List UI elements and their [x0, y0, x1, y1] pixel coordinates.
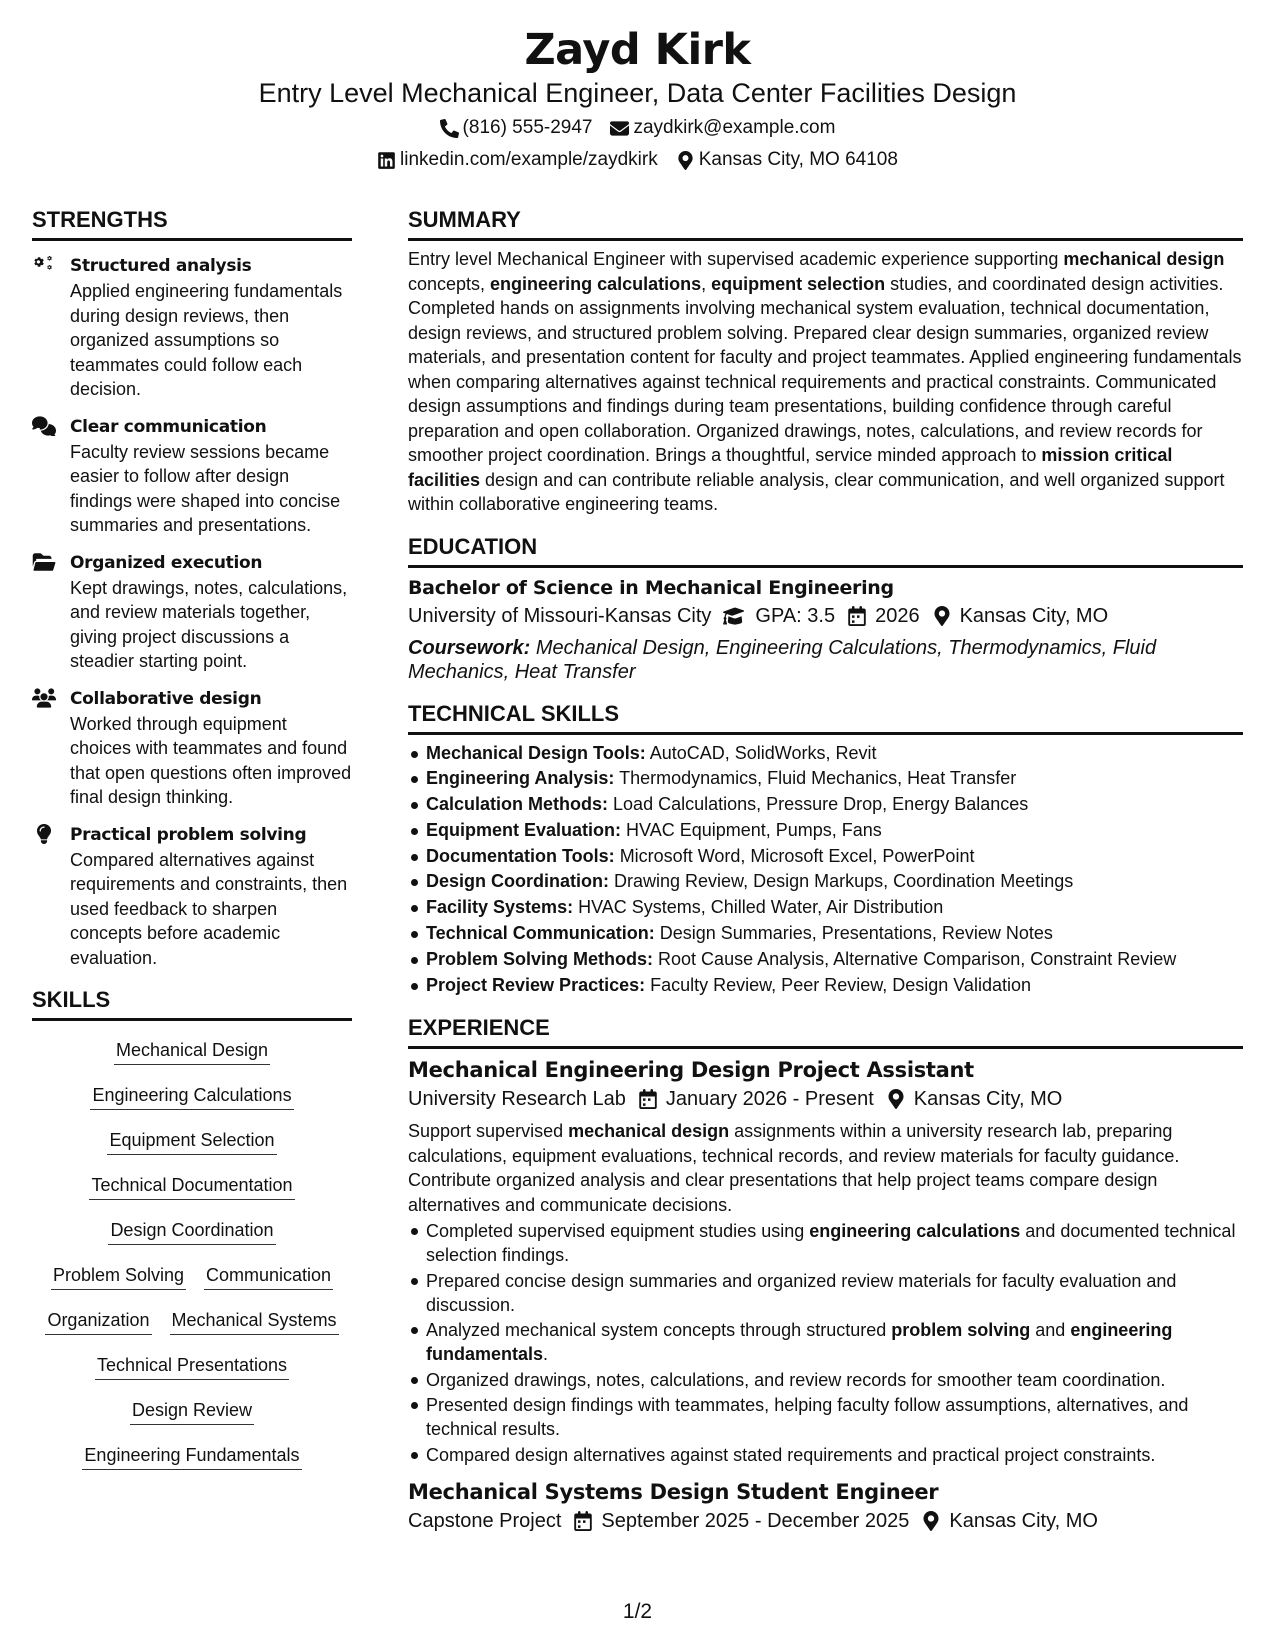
- location-pin-icon: [886, 1089, 906, 1109]
- resume-header: [0, 22, 1275, 172]
- strength-item: [32, 253, 352, 402]
- technical-skill-value: Load Calculations, Pressure Drop, Energy Balances: [613, 794, 1029, 815]
- emphasis-text: engineering calculations: [809, 1221, 1021, 1242]
- text-run: Organized drawings, notes, calculations, and review records for smoother team coordination.: [426, 1369, 1166, 1390]
- skill-tag: Organization: [45, 1308, 151, 1335]
- technical-skill-value: Drawing Review, Design Markups, Coordination Meetings: [614, 871, 1074, 892]
- education-heading: EDUCATION: [408, 533, 1243, 568]
- calendar-icon: [847, 606, 867, 626]
- technical-skill-item: [408, 766, 1243, 792]
- skill-row: [32, 1119, 352, 1164]
- phone-contact[interactable]: [440, 116, 593, 140]
- emphasis-text: mechanical design: [568, 1121, 730, 1142]
- skill-tag: Communication: [204, 1263, 333, 1290]
- school-name: University of Missouri-Kansas City: [408, 604, 712, 627]
- gears-icon: [32, 253, 70, 402]
- strength-body: [70, 822, 352, 971]
- job-bullet: [408, 1368, 1243, 1392]
- technical-skill-value: Root Cause Analysis, Alternative Comparison, Constraint Review: [658, 948, 1177, 969]
- location-pin-icon: [921, 1511, 941, 1531]
- technical-skills-heading: TECHNICAL SKILLS: [408, 700, 1243, 735]
- job-title: Mechanical Systems Design Student Engineer: [408, 1479, 939, 1504]
- strength-text: Kept drawings, notes, calculations, and review materials together, giving project discussions a steadier starting point.: [70, 577, 348, 671]
- technical-skill-label: Facility Systems:: [426, 897, 574, 918]
- technical-skill-value: Design Summaries, Presentations, Review Notes: [659, 923, 1053, 944]
- technical-skill-label: Mechanical Design Tools:: [426, 742, 646, 763]
- education-section: [408, 533, 1243, 684]
- emphasis-text: engineering calculations: [490, 273, 702, 294]
- text-run: assignments within a university research lab, preparing calculations, equipment evaluations, technical records, and review materials for faculty guidance. Contribute organized analysis and clear presentations that help project teams compare design alternatives and communicate decisions.: [408, 1121, 1180, 1215]
- skill-tag: Technical Documentation: [89, 1173, 294, 1200]
- skill-row: [32, 1344, 352, 1389]
- job-location: Kansas City, MO: [949, 1509, 1098, 1532]
- summary-section: [408, 206, 1243, 517]
- skill-row: [32, 1389, 352, 1434]
- envelope-icon: [610, 119, 629, 138]
- job-meta: [408, 1507, 1243, 1535]
- technical-skill-item: [408, 792, 1243, 818]
- job-dates: January 2026 - Present: [665, 1088, 874, 1111]
- technical-skill-item: [408, 869, 1243, 895]
- linkedin-icon: [377, 151, 396, 170]
- job-bullet: [408, 1393, 1243, 1441]
- comments-icon: [32, 414, 70, 538]
- text-run: Support supervised: [408, 1121, 569, 1142]
- job-description: [408, 1119, 1243, 1217]
- emphasis-text: mission critical facilities: [408, 445, 1173, 490]
- skill-tag: Design Review: [130, 1398, 254, 1425]
- skills-section: [32, 986, 352, 1479]
- strength-body: [70, 550, 352, 674]
- graduation-year: 2026: [875, 604, 920, 627]
- technical-skill-item: [408, 973, 1243, 999]
- strength-text: Faculty review sessions became easier to follow after design findings were shaped into concise summaries and presentations.: [70, 441, 341, 535]
- skill-row: [32, 1434, 352, 1479]
- technical-skill-value: HVAC Systems, Chilled Water, Air Distribution: [578, 897, 944, 918]
- strength-title: Organized execution: [70, 552, 263, 573]
- skill-row: [32, 1074, 352, 1119]
- job-title: Mechanical Engineering Design Project Assistant: [408, 1058, 974, 1083]
- email-text: zaydkirk@example.com: [633, 117, 836, 138]
- text-run: concepts,: [408, 273, 491, 294]
- degree-title: Bachelor of Science in Mechanical Engineering: [408, 576, 894, 599]
- emphasis-text: problem solving: [891, 1320, 1031, 1341]
- skill-row: [32, 1164, 352, 1209]
- technical-skill-item: [408, 921, 1243, 947]
- text-run: ,: [701, 273, 712, 294]
- text-run: and: [1030, 1320, 1071, 1341]
- emphasis-text: engineering fundamentals: [426, 1320, 1173, 1365]
- gpa: GPA: 3.5: [755, 604, 836, 627]
- text-run: design and can contribute reliable analysis, clear communication, and well organized support within collaborative engineering teams.: [408, 469, 1225, 514]
- text-run: and documented technical selection findings.: [426, 1221, 1236, 1266]
- technical-skill-label: Documentation Tools:: [426, 845, 615, 866]
- skill-row: [32, 1029, 352, 1074]
- coursework-label: Coursework:: [408, 636, 531, 659]
- skill-tag: Mechanical Systems: [170, 1308, 339, 1335]
- technical-skill-value: Faculty Review, Peer Review, Design Validation: [650, 974, 1031, 995]
- technical-skill-item: [408, 818, 1243, 844]
- candidate-name: Zayd Kirk: [524, 25, 751, 75]
- strength-item: [32, 414, 352, 538]
- location-text: Kansas City, MO 64108: [698, 149, 898, 170]
- job-bullet: [408, 1219, 1243, 1267]
- text-run: Prepared concise design summaries and organized review materials for faculty evaluation and discussion.: [426, 1270, 1177, 1315]
- technical-skills-section: [408, 700, 1243, 999]
- text-run: .: [543, 1344, 549, 1365]
- strength-body: [70, 253, 352, 402]
- users-icon: [32, 686, 70, 810]
- email-contact[interactable]: [610, 116, 835, 140]
- strength-item: [32, 822, 352, 971]
- strength-text: Applied engineering fundamentals during design reviews, then organized assumptions so teammates could follow each decision.: [70, 281, 343, 399]
- technical-skill-value: Microsoft Word, Microsoft Excel, PowerPoint: [619, 845, 975, 866]
- technical-skill-item: [408, 895, 1243, 921]
- skill-row: [32, 1299, 352, 1344]
- strengths-heading: STRENGTHS: [32, 206, 352, 241]
- education-meta: [408, 602, 1243, 630]
- skill-tag: Mechanical Design: [114, 1038, 270, 1065]
- technical-skill-label: Calculation Methods:: [426, 794, 609, 815]
- technical-skill-item: [408, 844, 1243, 870]
- linkedin-contact[interactable]: [377, 148, 658, 172]
- strength-item: [32, 686, 352, 810]
- skill-tag: Technical Presentations: [95, 1353, 289, 1380]
- page-number: 1/2: [622, 1600, 653, 1623]
- job-meta: [408, 1085, 1243, 1113]
- summary-text: [408, 247, 1243, 517]
- technical-skill-label: Project Review Practices:: [426, 974, 646, 995]
- job-bullet: [408, 1269, 1243, 1317]
- text-run: Analyzed mechanical system concepts through structured: [426, 1320, 892, 1341]
- location-contact: [676, 148, 898, 172]
- calendar-icon: [638, 1089, 658, 1109]
- technical-skill-label: Design Coordination:: [426, 871, 609, 892]
- technical-skills-list: [408, 741, 1243, 999]
- emphasis-text: mechanical design: [1063, 249, 1225, 269]
- experience-section: [408, 1014, 1243, 1535]
- contact-row-1: [0, 116, 1275, 140]
- skill-row: [32, 1254, 352, 1299]
- location-pin-icon: [932, 606, 952, 626]
- headline: Entry Level Mechanical Engineer, Data Center Facilities Design: [258, 78, 1017, 108]
- left-column: [32, 206, 352, 1479]
- text-run: Presented design findings with teammates, helping faculty follow assumptions, alternatives, and technical results.: [426, 1395, 1189, 1440]
- linkedin-text: linkedin.com/example/zaydkirk: [400, 149, 658, 170]
- job-org: Capstone Project: [408, 1509, 562, 1532]
- graduation-cap-icon: [723, 606, 747, 626]
- strength-body: [70, 414, 352, 538]
- contact-row-2: [0, 148, 1275, 172]
- job-bullet: [408, 1443, 1243, 1467]
- job-org: University Research Lab: [408, 1088, 626, 1111]
- technical-skill-item: [408, 947, 1243, 973]
- job-location: Kansas City, MO: [913, 1088, 1063, 1111]
- technical-skill-label: Technical Communication:: [426, 923, 655, 944]
- text-run: Compared design alternatives against stated requirements and practical project constraints.: [426, 1444, 1156, 1465]
- strengths-section: [32, 206, 352, 970]
- calendar-icon: [573, 1511, 593, 1531]
- right-column: [408, 206, 1243, 1535]
- technical-skill-item: [408, 741, 1243, 767]
- technical-skill-value: HVAC Equipment, Pumps, Fans: [626, 819, 882, 840]
- skill-tag: Engineering Fundamentals: [82, 1443, 301, 1470]
- strength-title: Clear communication: [70, 416, 267, 437]
- technical-skill-label: Equipment Evaluation:: [426, 819, 622, 840]
- technical-skill-value: AutoCAD, SolidWorks, Revit: [649, 742, 877, 763]
- strength-text: Worked through equipment choices with teammates and found that open questions often improved final design thinking.: [70, 713, 352, 807]
- education-location: Kansas City, MO: [959, 604, 1109, 627]
- strength-item: [32, 550, 352, 674]
- phone-icon: [440, 119, 459, 138]
- skill-tag: Engineering Calculations: [90, 1083, 293, 1110]
- folder-open-icon: [32, 550, 70, 674]
- technical-skill-label: Engineering Analysis:: [426, 768, 615, 789]
- experience-heading: EXPERIENCE: [408, 1014, 1243, 1049]
- skill-row: [32, 1209, 352, 1254]
- text-run: Entry level Mechanical Engineer with supervised academic experience supporting: [408, 249, 1064, 269]
- technical-skill-label: Problem Solving Methods:: [426, 948, 654, 969]
- job-bullet: [408, 1318, 1243, 1366]
- text-run: studies, and coordinated design activities. Completed hands on assignments involving mechanical system evaluation, technical documentation, design reviews, and structured problem solving. Prepared clear design summaries, organized review materials, and presentation content for faculty and project teammates. Applied engineering fundamentals when comparing alternatives against technical requirements and practical constraints. Communicated design assumptions and findings during team presentations, building confidence through careful preparation and open collaboration. Organized drawings, notes, calculations, and review records for smoother project coordination. Brings a thoughtful, service minded approach to: [408, 273, 1242, 465]
- phone-text: (816) 555-2947: [462, 117, 593, 138]
- strength-body: [70, 686, 352, 810]
- lightbulb-icon: [32, 822, 70, 971]
- skill-tag: Equipment Selection: [107, 1128, 276, 1155]
- skills-heading: SKILLS: [32, 986, 352, 1021]
- technical-skill-value: Thermodynamics, Fluid Mechanics, Heat Transfer: [619, 768, 1017, 789]
- strength-title: Structured analysis: [70, 256, 252, 276]
- coursework-list: Mechanical Design, Engineering Calculations, Thermodynamics, Fluid Mechanics, Heat Transfer: [408, 636, 1157, 683]
- text-run: Completed supervised equipment studies using: [426, 1221, 810, 1242]
- strength-title: Practical problem solving: [70, 824, 307, 845]
- job-bullets: [408, 1219, 1243, 1467]
- skills-list: [32, 1021, 352, 1479]
- skill-tag: Design Coordination: [108, 1218, 275, 1245]
- strength-text: Compared alternatives against requirements and constraints, then used feedback to sharpen concepts before academic evaluation.: [70, 849, 348, 968]
- coursework: [408, 636, 1243, 684]
- summary-heading: SUMMARY: [408, 206, 1243, 241]
- skill-tag: Problem Solving: [51, 1263, 186, 1290]
- job-dates: September 2025 - December 2025: [601, 1509, 910, 1532]
- strength-title: Collaborative design: [70, 688, 262, 709]
- emphasis-text: equipment selection: [711, 273, 886, 294]
- location-pin-icon: [676, 151, 695, 170]
- strengths-list: [32, 253, 352, 970]
